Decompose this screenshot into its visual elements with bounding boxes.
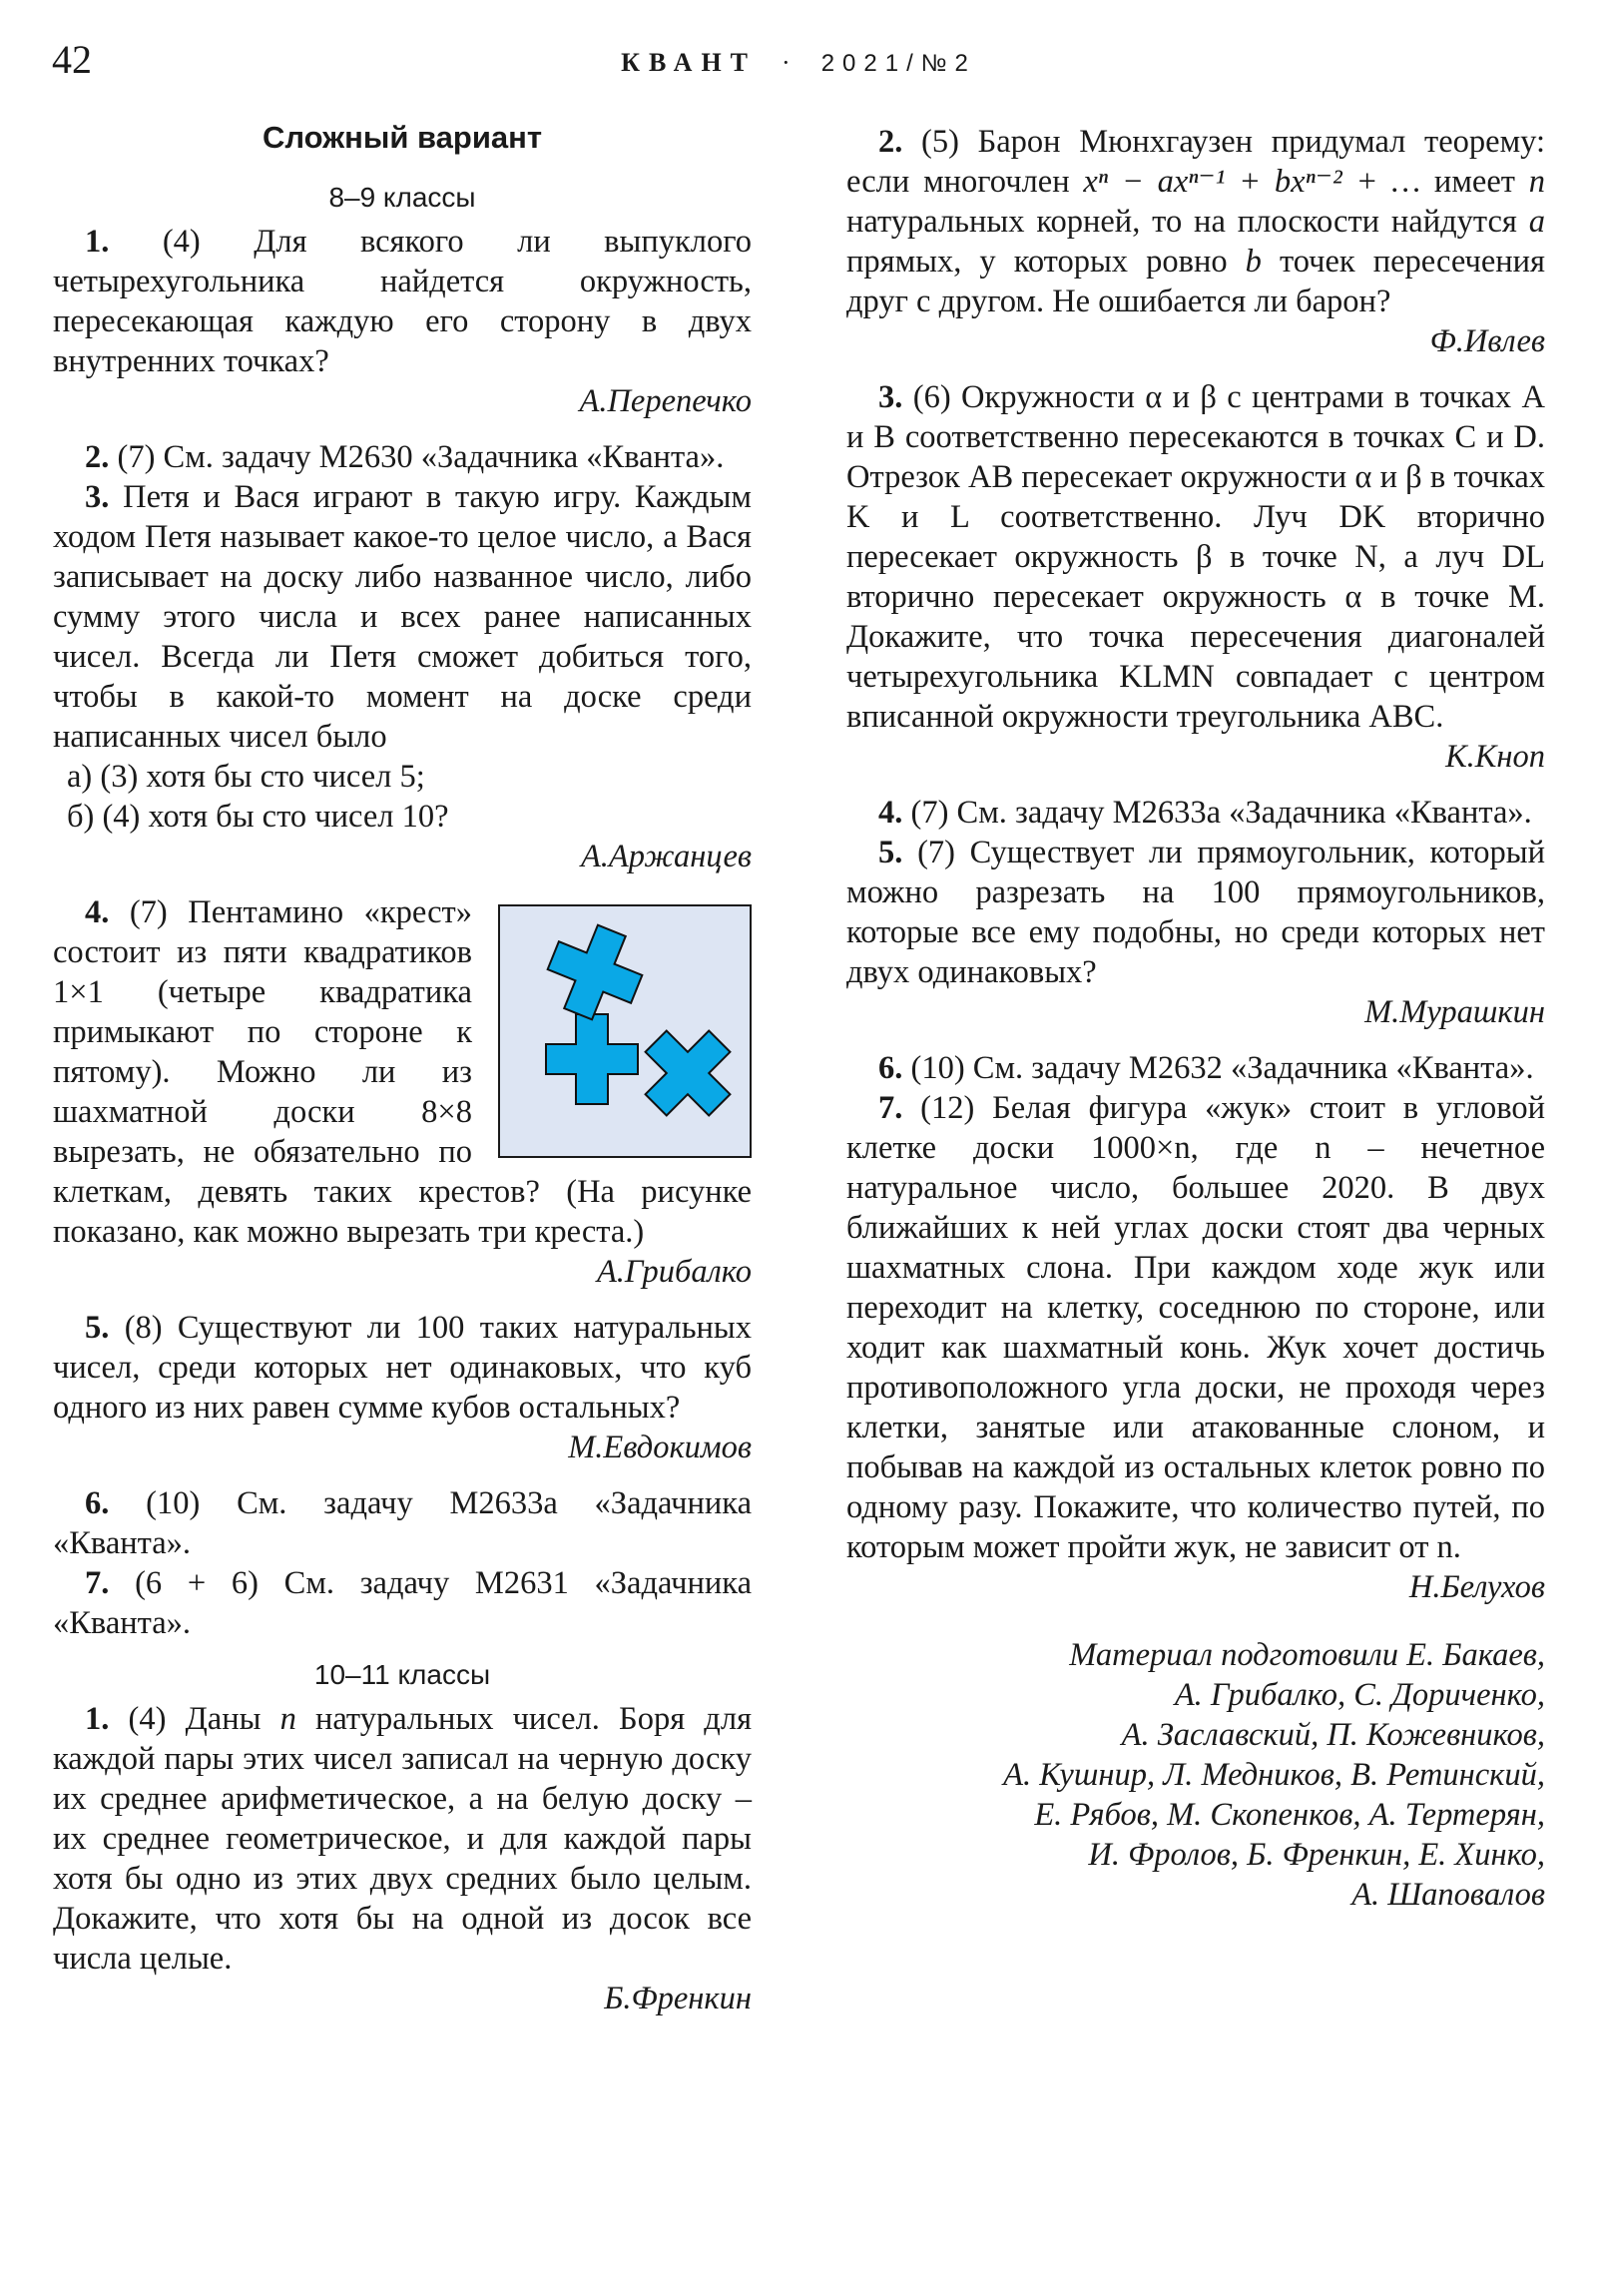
problem-points: (4) [162,224,201,260]
problem-points: (4) [128,1701,167,1737]
problem-number: 6. [878,1050,903,1086]
problem-text: См. задачу М2630 «Задачника «Кванта». [163,439,725,475]
problem-number: 1. [85,1701,110,1737]
problem-8-9-6 [53,1483,752,1563]
problem-number: 5. [878,835,903,870]
credits-line: Материал подготовили Е. Бакаев, [1069,1637,1545,1673]
credits-block [846,1635,1545,1915]
pentomino-crosses-figure [498,904,752,1158]
problem-text: натуральных чисел. Боря для каждой пары этих чисел записал на черную доску их среднее арифметическое, а на белую доску – их среднее геометрическое, и для каждой пары хотя бы одно из этих двух средних было целым. Докажите, что хотя бы на одной из досок все числа целые. [53,1701,753,1977]
problem-author: М.Евдокимов [568,1430,752,1465]
problem-text: Окружности α и β с центрами в точках A и B соответственно пересекаются в точках C и D. Отрезок AB пересекает окружности α и β в точках K и L соответственно. Луч DK вторично пересекает окружность β в точке N, а луч DL вторично пересекает окружность α в точке M. Докажите, что точка пересечения диагоналей четырехугольника KLMN совпадает с центром вписанной окружности треугольника ABC. [846,379,1545,735]
problem-author: А.Перепечко [579,383,752,419]
problem-text: Существует ли прямоугольник, который можно разрезать на 100 прямоугольников, которые все ему подобны, но среди которых нет двух одинаковых? [846,835,1545,990]
problem-points: (5) [921,124,959,160]
problem-author: К.Кноп [1445,739,1545,775]
problem-number: 2. [85,439,110,475]
problem-text: Пентамино «крест» состоит из пяти квадратиков 1×1 (четыре квадратика примыкают по стороне к пятому). Можно ли из шахматной доски 8×8 вырезать, не обязательно по клеткам, девять таких крестов? (На рисунке показано, как можно вырезать три креста.) [53,894,752,1250]
section-title: Сложный вариант [262,120,543,155]
running-header [0,48,1597,78]
problem-number: 4. [878,795,903,831]
problem-8-9-2 [53,437,752,477]
credits-line: А. Грибалко, С. Дориченко, [1174,1677,1545,1713]
problem-number: 5. [85,1310,110,1346]
right-column [846,112,1545,1915]
problem-author: А.Грибалко [596,1254,752,1290]
problem-text: Даны [185,1701,280,1737]
problem-text: См. задачу М2631 «Задачника «Кванта». [53,1565,752,1641]
credits-line: А. Шаповалов [1351,1877,1545,1913]
problem-points: (7) [117,439,156,475]
problem-number: 3. [85,479,110,515]
problem-points: (10) [910,1050,965,1086]
problem-author: Б.Френкин [604,1981,752,2016]
grade-heading-8-9: 8–9 классы [328,182,476,213]
page-number: 42 [52,37,92,82]
problem-10-11-2 [846,122,1545,321]
problem-points: (7) [910,795,949,831]
problem-author: А.Аржанцев [580,839,752,874]
problem-8-9-5 [53,1308,752,1428]
problem-author: Ф.Ивлев [1429,323,1545,359]
problem-text: Барон Мюнхгаузен придумал теорему: если многочлен [846,124,1545,200]
credits-line: А. Заславский, П. Кожевников, [1121,1717,1545,1753]
problem-points: (10) [146,1485,201,1521]
problem-8-9-7 [53,1563,752,1643]
polynomial-formula: xⁿ − axⁿ⁻¹ + bxⁿ⁻² + … [1083,164,1421,200]
math-variable: b [1245,244,1262,280]
credits-line: И. Фролов, Б. Френкин, Е. Хинко, [1088,1837,1545,1873]
problem-8-9-1 [53,222,752,381]
problem-text: Существуют ли 100 таких натуральных чисел, среди которых нет одинаковых, что куб одного из них равен сумме кубов остальных? [53,1310,752,1426]
problem-8-9-4 [53,892,752,1252]
problem-10-11-4 [846,793,1545,833]
problem-text: прямых, у которых ровно [846,244,1246,280]
problem-10-11-3 [846,377,1545,737]
problem-subitem-a: а) (3) хотя бы сто чисел 5; [67,759,425,795]
problem-number: 3. [878,379,903,415]
problem-text: Белая фигура «жук» стоит в угловой клетке доски 1000×n, где n – нечетное натуральное число, большее 2020. В двух ближайших к ней углах доски стоят два черных шахматных слона. При каждом ходе жук или переходит на клетку, соседнюю по стороне, или ходит как шахматный конь. Жук хочет достичь противоположного угла доски, не проходя через клетки, занятые или атакованные слоном, и побывав на каждой из остальных клеток ровно по одному разу. Покажите, что количество путей, по которым может пройти жук, не зависит от n. [846,1090,1546,1565]
problem-text: См. задачу М2632 «Задачника «Кванта». [972,1050,1534,1086]
problem-points: (6) [912,379,951,415]
problem-points: (6 + 6) [135,1565,259,1601]
math-variable: n [279,1701,296,1737]
problem-10-11-1 [53,1699,752,1979]
problem-text: натуральных корней, то на плоскости найдутся [846,204,1529,240]
problem-10-11-5 [846,833,1545,992]
problem-number: 1. [85,224,110,260]
problem-number: 6. [85,1485,110,1521]
grade-heading-10-11: 10–11 классы [313,1659,491,1690]
problem-8-9-3 [53,477,752,757]
problem-points: (12) [920,1090,975,1126]
math-variable: n [1528,164,1545,200]
problem-number: 7. [85,1565,110,1601]
problem-number: 4. [85,894,110,930]
credits-line: Е. Рябов, М. Скопенков, А. Тертерян, [1034,1797,1545,1833]
problem-author: Н.Белухов [1408,1569,1545,1605]
problem-text: имеет [1420,164,1529,200]
problem-number: 7. [878,1090,903,1126]
problem-subitem-b: б) (4) хотя бы сто чисел 10? [67,799,449,835]
problem-points: (7) [129,894,168,930]
issue-number: 2021/№2 [820,50,976,77]
problem-10-11-6 [846,1048,1545,1088]
problem-author: М.Мурашкин [1364,994,1545,1030]
problem-text: Для всякого ли выпуклого четырехугольника найдется окружность, пересекающая каждую его сторону в двух внутренних точках? [53,224,753,379]
problem-points: (7) [917,835,955,870]
magazine-name: КВАНТ [621,48,758,77]
left-column [53,112,752,2034]
problem-text: Петя и Вася играют в такую игру. Каждым ходом Петя называет какое-то целое число, а Вася записывает на доску либо названное число, либо сумму этого числа и всех ранее написанных чисел. Всегда ли Петя сможет добиться того, чтобы в какой-то момент на доске среди написанных чисел было [53,479,752,755]
problem-points: (8) [124,1310,163,1346]
problem-text: См. задачу М2633а «Задачника «Кванта». [956,795,1532,831]
problem-text: См. задачу М2633а «Задачника «Кванта». [53,1485,753,1561]
problem-number: 2. [878,124,903,160]
math-variable: a [1528,204,1545,240]
problem-text: точек пересечения друг с другом. Не ошибается ли барон? [846,244,1545,319]
credits-line: А. Кушнир, Л. Медников, В. Ретинский, [1003,1757,1545,1793]
header-separator: · [782,48,797,77]
problem-10-11-7 [846,1088,1545,1567]
